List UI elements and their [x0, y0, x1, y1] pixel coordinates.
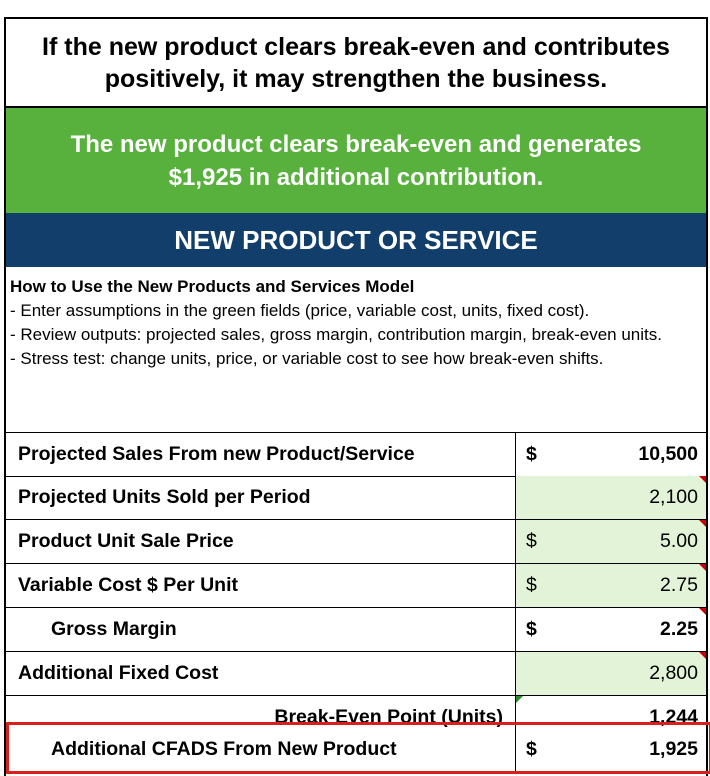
row-label: Additional CFADS From New Product — [6, 725, 516, 774]
row-label: Break-Even Point (Units) — [6, 696, 516, 739]
verdict-text: The new product clears break-even and generates $1,925 in additional contribution. — [70, 130, 642, 191]
fixed-cost-value: 2,800 — [649, 662, 698, 684]
currency-symbol: $ — [526, 574, 537, 596]
row-label: Gross Margin — [6, 608, 516, 651]
currency-symbol: $ — [526, 530, 537, 552]
row-unit-price — [6, 520, 706, 564]
comment-marker-icon[interactable] — [699, 520, 706, 527]
fixed-cost-input[interactable] — [516, 652, 706, 695]
instruction-item: - Review outputs: projected sales, gross margin, contribution margin, break-even units. — [10, 325, 662, 344]
units-sold-input[interactable] — [516, 476, 706, 519]
row-label: Projected Units Sold per Period — [6, 476, 516, 519]
instructions-block — [4, 267, 708, 423]
cfads-value: 1,925 — [649, 738, 698, 760]
currency-symbol: $ — [526, 738, 537, 760]
variable-cost-input[interactable] — [516, 564, 706, 607]
instruction-item: - Stress test: change units, price, or variable cost to see how break-even shifts. — [10, 349, 604, 368]
section-title-bar — [4, 213, 708, 267]
currency-symbol: $ — [526, 443, 537, 465]
instructions-heading: How to Use the New Products and Services Model — [10, 277, 415, 296]
row-label: Projected Sales From new Product/Service — [6, 433, 516, 476]
model-table — [4, 423, 708, 776]
projected-sales-value: 10,500 — [638, 443, 698, 465]
comment-marker-icon[interactable] — [699, 608, 706, 615]
comment-marker-icon[interactable] — [699, 564, 706, 571]
row-variable-cost — [6, 564, 706, 608]
break-even-value: 1,244 — [649, 706, 698, 728]
row-label: Product Unit Sale Price — [6, 520, 516, 563]
comment-marker-icon[interactable] — [699, 652, 706, 659]
row-label: Additional Fixed Cost — [6, 652, 516, 695]
verdict-banner — [4, 108, 708, 213]
section-title: NEW PRODUCT OR SERVICE — [174, 224, 538, 255]
row-gross-margin — [6, 608, 706, 652]
units-sold-value: 2,100 — [649, 486, 698, 508]
unit-price-value: 5.00 — [660, 530, 698, 552]
currency-symbol: $ — [526, 618, 537, 640]
projected-sales-cell — [516, 433, 706, 476]
row-fixed-cost — [6, 652, 706, 696]
headline-text: If the new product clears break-even and contributes positively, it may strengthen the business. — [42, 32, 670, 93]
cfads-highlight-border — [6, 722, 710, 774]
gross-margin-cell — [516, 608, 706, 651]
variable-cost-value: 2.75 — [660, 574, 698, 596]
row-units-sold — [6, 476, 706, 520]
headline-banner — [4, 17, 708, 108]
gross-margin-value: 2.25 — [660, 618, 698, 640]
row-projected-sales — [6, 432, 706, 477]
row-label: Variable Cost $ Per Unit — [6, 564, 516, 607]
unit-price-input[interactable] — [516, 520, 706, 563]
instruction-item: - Enter assumptions in the green fields (price, variable cost, units, fixed cost). — [10, 301, 590, 320]
formula-marker-icon — [516, 696, 523, 703]
comment-marker-icon[interactable] — [699, 476, 706, 483]
